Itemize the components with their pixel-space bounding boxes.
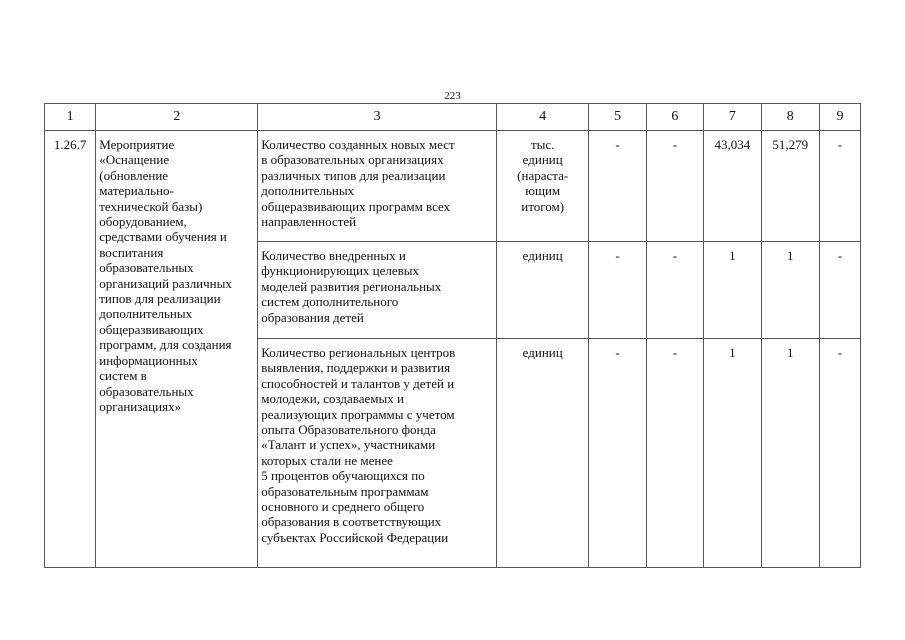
unit-cell: тыс. единиц (нараста- ющим итогом)	[497, 131, 589, 242]
value-col-6: -	[646, 339, 703, 568]
value-col-8: 1	[761, 242, 819, 339]
header-col-2: 2	[96, 104, 258, 131]
header-col-5: 5	[589, 104, 646, 131]
indicator-text: Количество созданных новых мест в образовательных организациях различных типов для реализации дополнительных общеразвивающих программ всех направленностей	[261, 137, 455, 230]
value-col-8: 1	[761, 339, 819, 568]
header-col-1: 1	[45, 104, 96, 131]
indicator-text: Количество внедренных и функционирующих целевых моделей развития региональных систем дополнительного образования детей	[261, 248, 442, 325]
header-col-8: 8	[761, 104, 819, 131]
value-col-9: -	[819, 339, 860, 568]
unit-cell: единиц	[497, 242, 589, 339]
value-col-5: -	[589, 131, 646, 242]
header-col-7: 7	[704, 104, 761, 131]
value-col-9: -	[819, 242, 860, 339]
item-description-text: Мероприятие «Оснащение (обновление материально- технической базы) оборудованием, средствами обучения и воспитания образовательных организаций различных типов для реализации дополнительных общеразвивающих программ, для создания информационных систем в образовательных организациях»	[99, 137, 232, 414]
header-col-3: 3	[258, 104, 497, 131]
table-row	[45, 131, 861, 242]
value-col-7: 1	[704, 242, 761, 339]
page-number: 223	[444, 90, 461, 102]
header-row	[45, 104, 861, 131]
header-col-4: 4	[497, 104, 589, 131]
indicator-text: Количество региональных центров выявления, поддержки и развития способностей и талантов у детей и молодежи, создаваемых и реализующих программы с учетом опыта Образовательного фонда «Талант и успех», участниками которых стали не менее 5 процентов обучающихся по образовательным программам основного и среднего общего образования в соответствующих субъектах Российской Федерации	[261, 345, 456, 545]
value-col-6: -	[646, 131, 703, 242]
indicator-cell	[258, 339, 497, 568]
item-description	[96, 131, 258, 568]
item-id: 1.26.7	[45, 131, 96, 568]
indicators-table	[44, 103, 861, 568]
value-col-6: -	[646, 242, 703, 339]
value-col-5: -	[589, 242, 646, 339]
indicator-cell	[258, 242, 497, 339]
value-col-7: 43,034	[704, 131, 761, 242]
indicator-cell	[258, 131, 497, 242]
header-col-6: 6	[646, 104, 703, 131]
unit-cell: единиц	[497, 339, 589, 568]
value-col-7: 1	[704, 339, 761, 568]
header-col-9: 9	[819, 104, 860, 131]
value-col-9: -	[819, 131, 860, 242]
value-col-8: 51,279	[761, 131, 819, 242]
value-col-5: -	[589, 339, 646, 568]
